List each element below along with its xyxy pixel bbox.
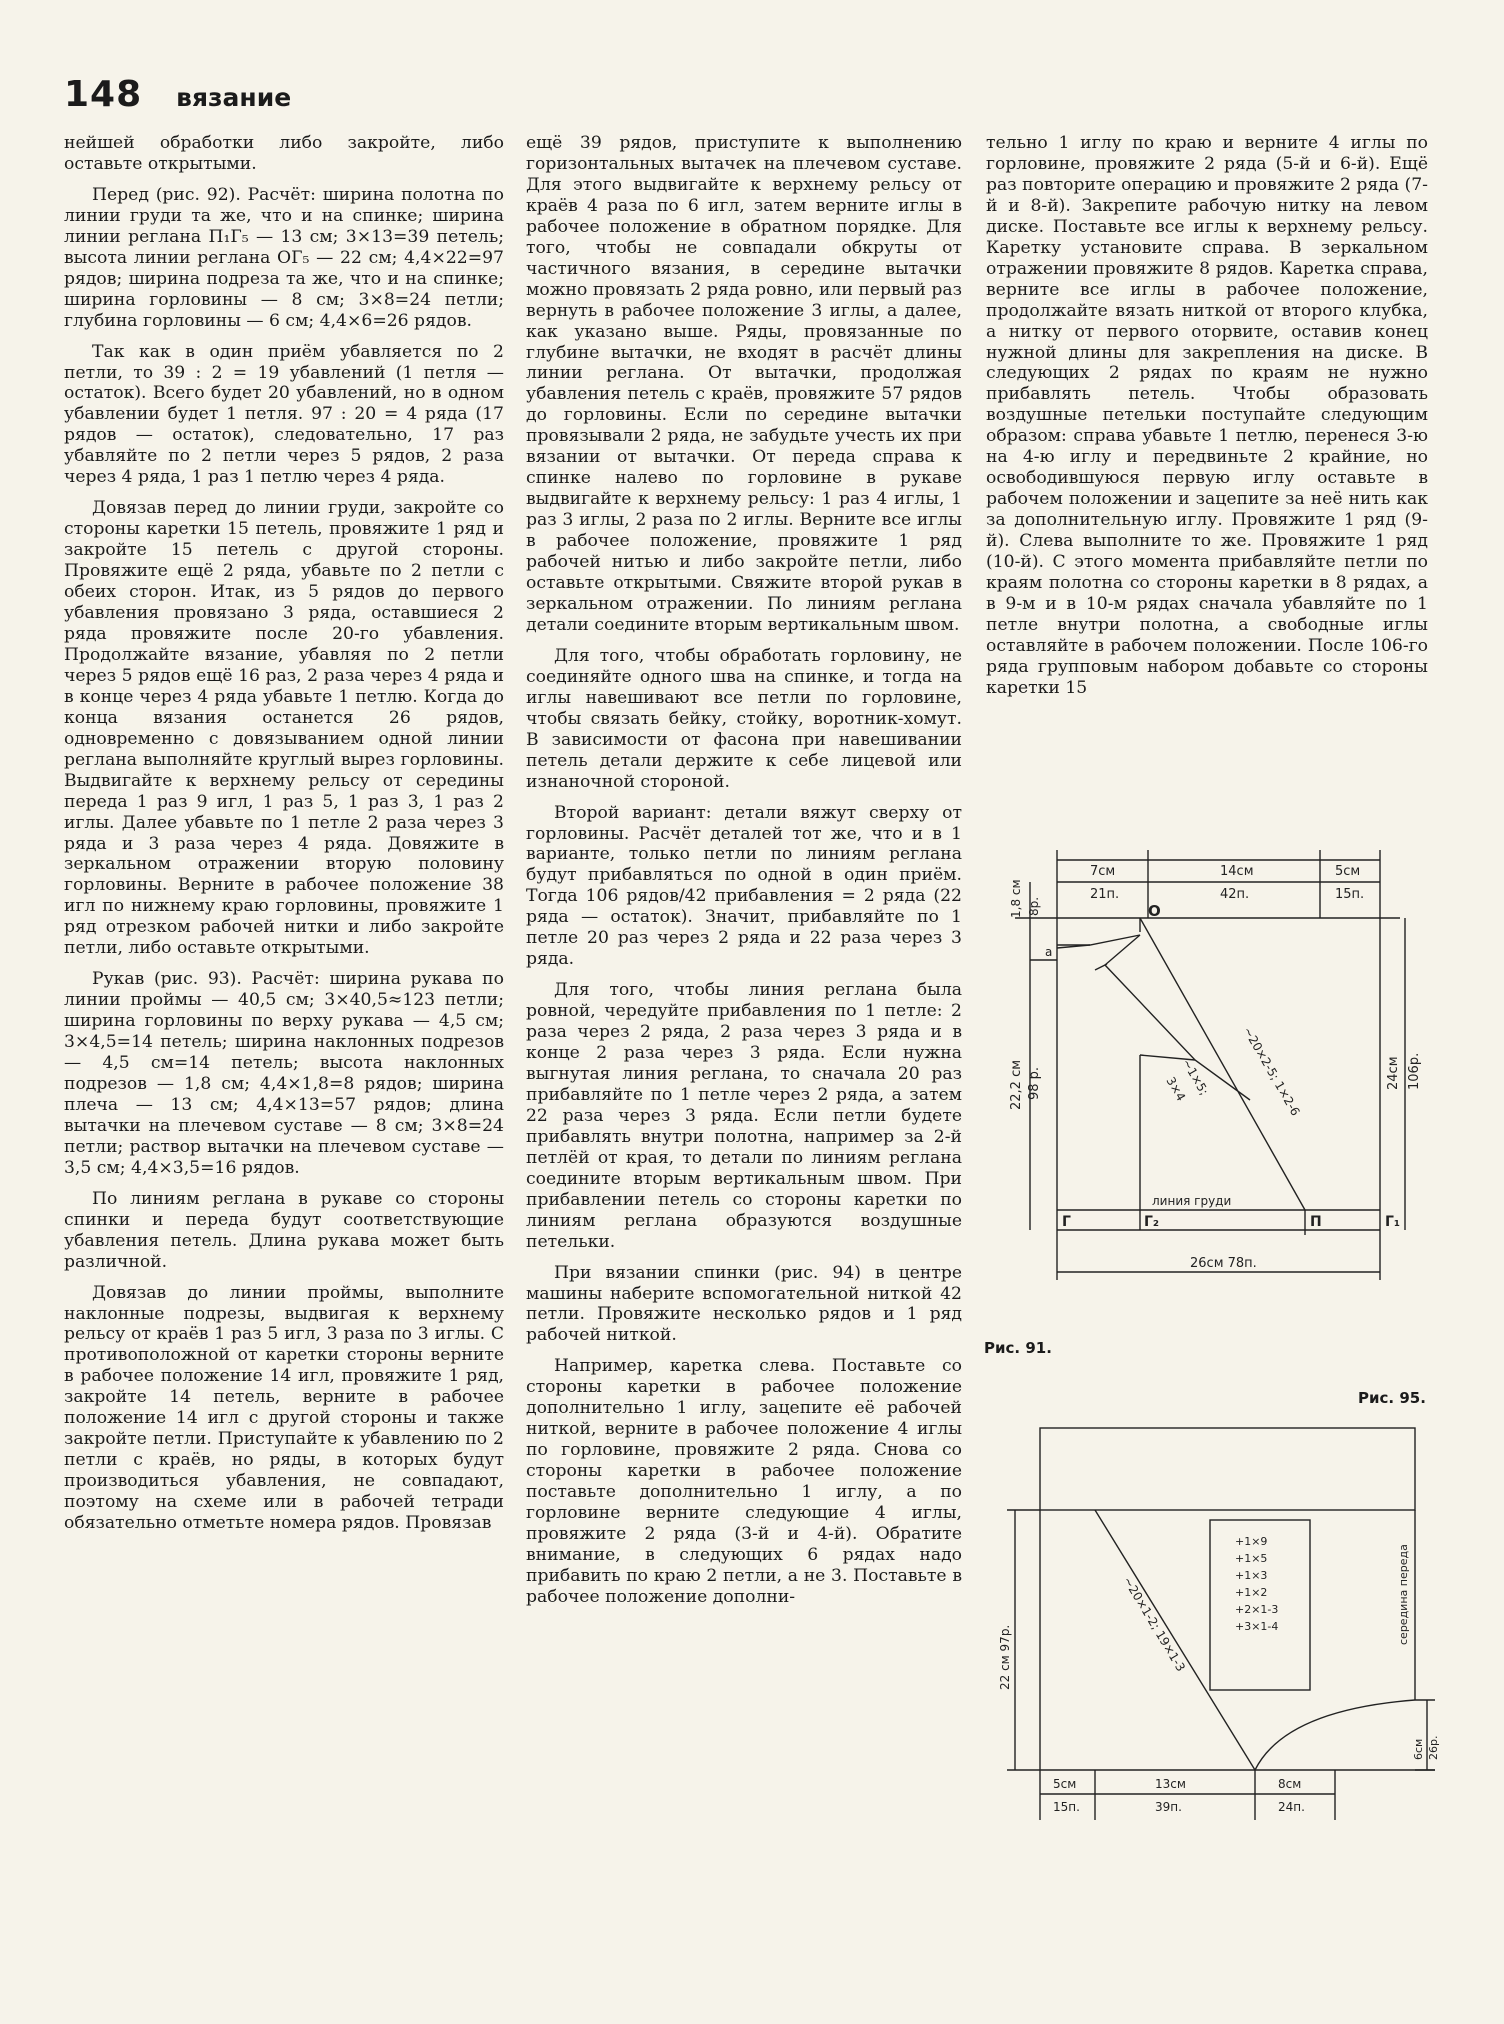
- label-a: а: [1045, 945, 1053, 959]
- diag-label-1: ~20×2-5; 1×2-6: [1240, 1024, 1303, 1119]
- paragraph: При вязании спинки (рис. 94) в центре машины наберите вспомогательной ниткой 42 петли. Провяжите несколько рядов и 1 ряд рабочей ниткой.: [526, 1262, 962, 1346]
- label-o: О: [1148, 902, 1161, 920]
- text-column-1: [64, 133, 504, 1544]
- box-line-2: +1×5: [1235, 1552, 1268, 1565]
- paragraph: Перед (рис. 92). Расчёт: ширина полотна по линии груди та же, что и на спинке; ширина линии реглана П₁Г₅ — 13 см; 3×13=39 петель; высота линии реглана ОГ₅ — 22 см; 4,4×22=97 рядов; ширина подреза та же, что и на спинке; ширина горловины — 8 см; 3×8=24 петли; глубина горловины — 6 см; 4,4×6=26 рядов.: [64, 184, 504, 331]
- dim-bottom-2-cm: 13см: [1155, 1777, 1186, 1791]
- dim-top-2-p: 42п.: [1220, 887, 1250, 902]
- paragraph: тельно 1 иглу по краю и верните 4 иглы по горловине, провяжите 2 ряда (5-й и 6-й). Ещё раз повторите операцию и провяжите 2 ряда (7-й и 8-й). Закрепите рабочую нитку на левом диске. Поставьте все иглы к верхнему рельсу. Каретку установите справа. В зеркальном отражении провяжите 8 рядов. Каретка справа, верните все иглы в рабочее положение, продолжайте вязать ниткой от второго клубка, а нитку от первого оторвите, оставив конец нужной длины для закрепления на диске. В следующих 2 рядах по краям не нужно прибавлять петель. Чтобы образовать воздушные петельки поступайте следующим образом: справа убавьте 1 петлю, перенеся 3-ю на 4-ю иглу и передвиньте 2 крайние, но освободившуюся первую иглу оставьте в рабочем положении и зацепите за неё нить как за дополнительную иглу. Провяжите 1 ряд (9-й). Слева выполните то же. Провяжите 1 ряд (10-й). С этого момента прибавляйте петли по краям полотна со стороны каретки в 8 рядах, а в 9-м и в 10-м рядах сначала убавляйте по 1 петле внутри полотна, а свободные иглы оставляйте в рабочем положении. После 106-го ряда групповым набором добавьте со стороны каретки 15: [986, 133, 1428, 698]
- dim-left: 22 см 97р.: [998, 1624, 1012, 1690]
- page-header: [64, 74, 291, 118]
- paragraph: Для того, чтобы линия реглана была ровной, чередуйте прибавления по 1 петле: 2 раза через 2 ряда, 2 раза через 3 ряда и в конце 2 раза через 3 ряда. Если нужна выгнутая линия реглана, то сначала 20 раз прибавляйте по 1 петле через 2 ряда, а затем 22 раза через 3 ряда. Если петли будете прибавлять внутри полотна, например за 2-й петлёй от края, то детали по линиям реглана соедините вторым вертикальным швом. При прибавлении петель со стороны каретки по линиям реглана образуются воздушные петельки.: [526, 980, 962, 1252]
- dim-bottom-1-p: 15п.: [1053, 1800, 1080, 1814]
- middle-front-label: середина переда: [1397, 1544, 1410, 1645]
- dim-right-p: 106р.: [1407, 1052, 1422, 1090]
- paragraph: По линиям реглана в рукаве со стороны спинки и переда будут соответствующие убавления петель. Длина рукава может быть различной.: [64, 1188, 504, 1272]
- label-g1: Г₁: [1385, 1214, 1401, 1230]
- figure-91-caption: Рис. 91.: [984, 1339, 1052, 1357]
- dim-bottom-2-p: 39п.: [1155, 1800, 1182, 1814]
- diag-label-2: ~1×5;: [1179, 1056, 1212, 1098]
- dim-right-cm: 6см: [1412, 1738, 1425, 1760]
- dim-bottom-1-cm: 5см: [1053, 1777, 1077, 1791]
- figure-91: [990, 840, 1430, 1320]
- section-title: вязание: [176, 83, 292, 112]
- dim-right-cm: 24см: [1386, 1056, 1401, 1090]
- paragraph: Например, каретка слева. Поставьте со стороны каретки в рабочее положение дополнительно 1 иглу, зацепите её рабочей ниткой, верните в рабочее положение 4 иглы по горловине, провяжите 2 ряда. Снова со стороны каретки в рабочее положение поставьте дополнительно 1 иглу, а по горловине верните следующие 4 иглы, провяжите 2 ряда (3-й и 4-й). Обратите внимание, в следующих 6 рядах надо прибавить по краю 2 петли, а не 3. Поставьте в рабочее положение дополни-: [526, 1356, 962, 1607]
- dim-left-cm: 22,2 см: [1009, 1059, 1024, 1110]
- breast-line-label: линия груди: [1152, 1194, 1232, 1208]
- paragraph: Довязав до линии проймы, выполните наклонные подрезы, выдвигая к верхнему рельсу от краёв 1 раз 5 игл, 3 раза по 3 иглы. С противоположной от каретки стороны верните в рабочее положение 14 игл, провяжите 1 ряд, закройте 14 петель, верните в рабочее положение 14 игл с другой стороны и также закройте петли. Приступайте к убавлению по 2 петли с краёв, но ряды, в которых будут производиться убавления, не совпадают, поэтому на схеме или в рабочей тетради обязательно отметьте номера рядов. Провязав: [64, 1282, 504, 1534]
- box-line-4: +1×2: [1235, 1586, 1268, 1599]
- text-column-2: [526, 133, 962, 1618]
- paragraph: Рукав (рис. 93). Расчёт: ширина рукава по линии проймы — 40,5 см; 3×40,5≈123 петли; ширина горловины по верху рукава — 4,5 см; 3×4,5=14 петель; ширина наклонных подрезов — 4,5 см=14 петель; высота наклонных подрезов — 1,8 см; 4,4×1,8=8 рядов; ширина плеча — 13 см; 4,4×13=57 рядов; длина вытачки на плечевом суставе — 8 см; 3×8=24 петли; раствор вытачки на плечевом суставе — 3,5 см; 4,4×3,5=16 рядов.: [64, 969, 504, 1178]
- page-number: 148: [64, 74, 143, 115]
- paragraph: ещё 39 рядов, приступите к выполнению горизонтальных вытачек на плечевом суставе. Для этого выдвигайте к верхнему рельсу от краёв 4 раза по 6 игл, затем верните иглы в рабочее положение в обратном порядке. Для того, чтобы не совпадали обкруты от частичного вязания, в середине вытачки можно провязать 2 ряда ровно, или первый раз вернуть в рабочее положение 3 иглы, а далее, как указано выше. Ряды, провязанные по глубине вытачки, не входят в расчёт длины линии реглана. От вытачки, продолжая убавления петель с краёв, провяжите 57 рядов до горловины. Если по середине вытачки провязывали 2 ряда, не забудьте учесть их при вязании от вытачки. От переда справа к спинке налево по горловине в рукаве выдвигайте к верхнему рельсу: 1 раз 4 иглы, 1 раз 3 иглы, 2 раза по 2 иглы. Верните все иглы в рабочее положение, провяжите 1 ряд рабочей нитью и либо закройте петли, либо оставьте открытыми. Свяжите второй рукав в зеркальном отражении. По линиям реглана детали соедините вторым вертикальным швом.: [526, 133, 962, 635]
- box-line-6: +3×1-4: [1235, 1620, 1279, 1633]
- figure-91-drawing: [990, 840, 1430, 1320]
- paragraph: Довязав перед до линии груди, закройте со стороны каретки 15 петель, провяжите 1 ряд и закройте 15 петель с другой стороны. Провяжите ещё 2 ряда, убавьте по 2 петли с обеих сторон. Итак, из 5 рядов до первого убавления провязано 3 ряда, оставшиеся 2 ряда провяжите после 20-го убавления. Продолжайте вязание, убавляя по 2 петли через 5 рядов ещё 16 раз, 2 раза через 4 ряда и в конце через 4 ряда убавьте 1 петлю. Когда до конца вязания останется 26 рядов, одновременно с довязыванием одной линии реглана выполняйте круглый вырез горловины. Выдвигайте к верхнему рельсу от середины переда 1 раз 9 игл, 1 раз 5, 1 раз 3, 1 раз 2 иглы. Далее убавьте по 1 петле 2 раза через 3 ряда и 3 раза через 4 ряда. Довяжите в зеркальном отражении вторую половину горловины. Верните в рабочее положение 38 игл по нижнему краю горловины, провяжите 1 ряд отрезком рабочей нитки и либо закройте петли, либо оставьте открытыми.: [64, 498, 504, 959]
- figure-95-drawing: [995, 1420, 1440, 1840]
- dim-top-2-cm: 14см: [1220, 864, 1254, 879]
- figure-95: [995, 1420, 1440, 1840]
- diag-label-3: 3×4: [1163, 1074, 1189, 1104]
- dim-left-p: 98 р.: [1027, 1066, 1042, 1100]
- dim-top-3-cm: 5см: [1335, 864, 1361, 879]
- paragraph: Для того, чтобы обработать горловину, не соединяйте одного шва на спинке, и тогда на иглы навешивают все петли по горловине, чтобы связать бейку, стойку, воротник-хомут. В зависимости от фасона при навешивании петель детали держите к себе лицевой или изнаночной стороной.: [526, 645, 962, 792]
- box-line-3: +1×3: [1235, 1569, 1268, 1582]
- label-g2: Г₂: [1144, 1214, 1160, 1230]
- paragraph: Второй вариант: детали вяжут сверху от горловины. Расчёт деталей тот же, что и в 1 варианте, только петли по линиям реглана будут прибавляться по одной в один приём. Тогда 106 рядов/42 прибавления = 2 ряда (22 ряда — остаток). Значит, прибавляйте по 1 петле 20 раз через 2 ряда и 22 раза через 3 ряда.: [526, 802, 962, 970]
- dim-bottom-3-cm: 8см: [1278, 1777, 1302, 1791]
- box-line-5: +2×1-3: [1235, 1603, 1279, 1616]
- paragraph: нейшей обработки либо закройте, либо оставьте открытыми.: [64, 133, 504, 174]
- dim-top-1-cm: 7см: [1090, 864, 1116, 879]
- label-g: Г: [1062, 1214, 1071, 1230]
- dim-top-1-p: 21п.: [1090, 887, 1120, 902]
- box-line-1: +1×9: [1235, 1535, 1268, 1548]
- dim-bottom: 26см 78п.: [1190, 1256, 1257, 1271]
- paragraph: Так как в один приём убавляется по 2 петли, то 39 : 2 = 19 убавлений (1 петля — остаток). Всего будет 20 убавлений, но в одном убавлении будет 1 петля. 97 : 20 = 4 ряда (17 рядов — остаток), следовательно, 17 раз убавляйте по 2 петли через 5 рядов, 2 раза через 4 ряда, 1 раз 1 петлю через 4 ряда.: [64, 341, 504, 488]
- figure-95-caption: Рис. 95.: [1358, 1389, 1426, 1407]
- dim-left-small-cm: 1,8 см: [1009, 879, 1023, 918]
- dim-left-small-p: 8р.: [1027, 896, 1041, 916]
- dim-top-3-p: 15п.: [1335, 887, 1365, 902]
- diag-label: ~20×1-2; 19×1-3: [1120, 1574, 1188, 1674]
- dim-right-p: 26р.: [1427, 1735, 1440, 1760]
- dim-bottom-3-p: 24п.: [1278, 1800, 1305, 1814]
- text-column-3: [986, 133, 1428, 709]
- label-p: П: [1310, 1214, 1322, 1230]
